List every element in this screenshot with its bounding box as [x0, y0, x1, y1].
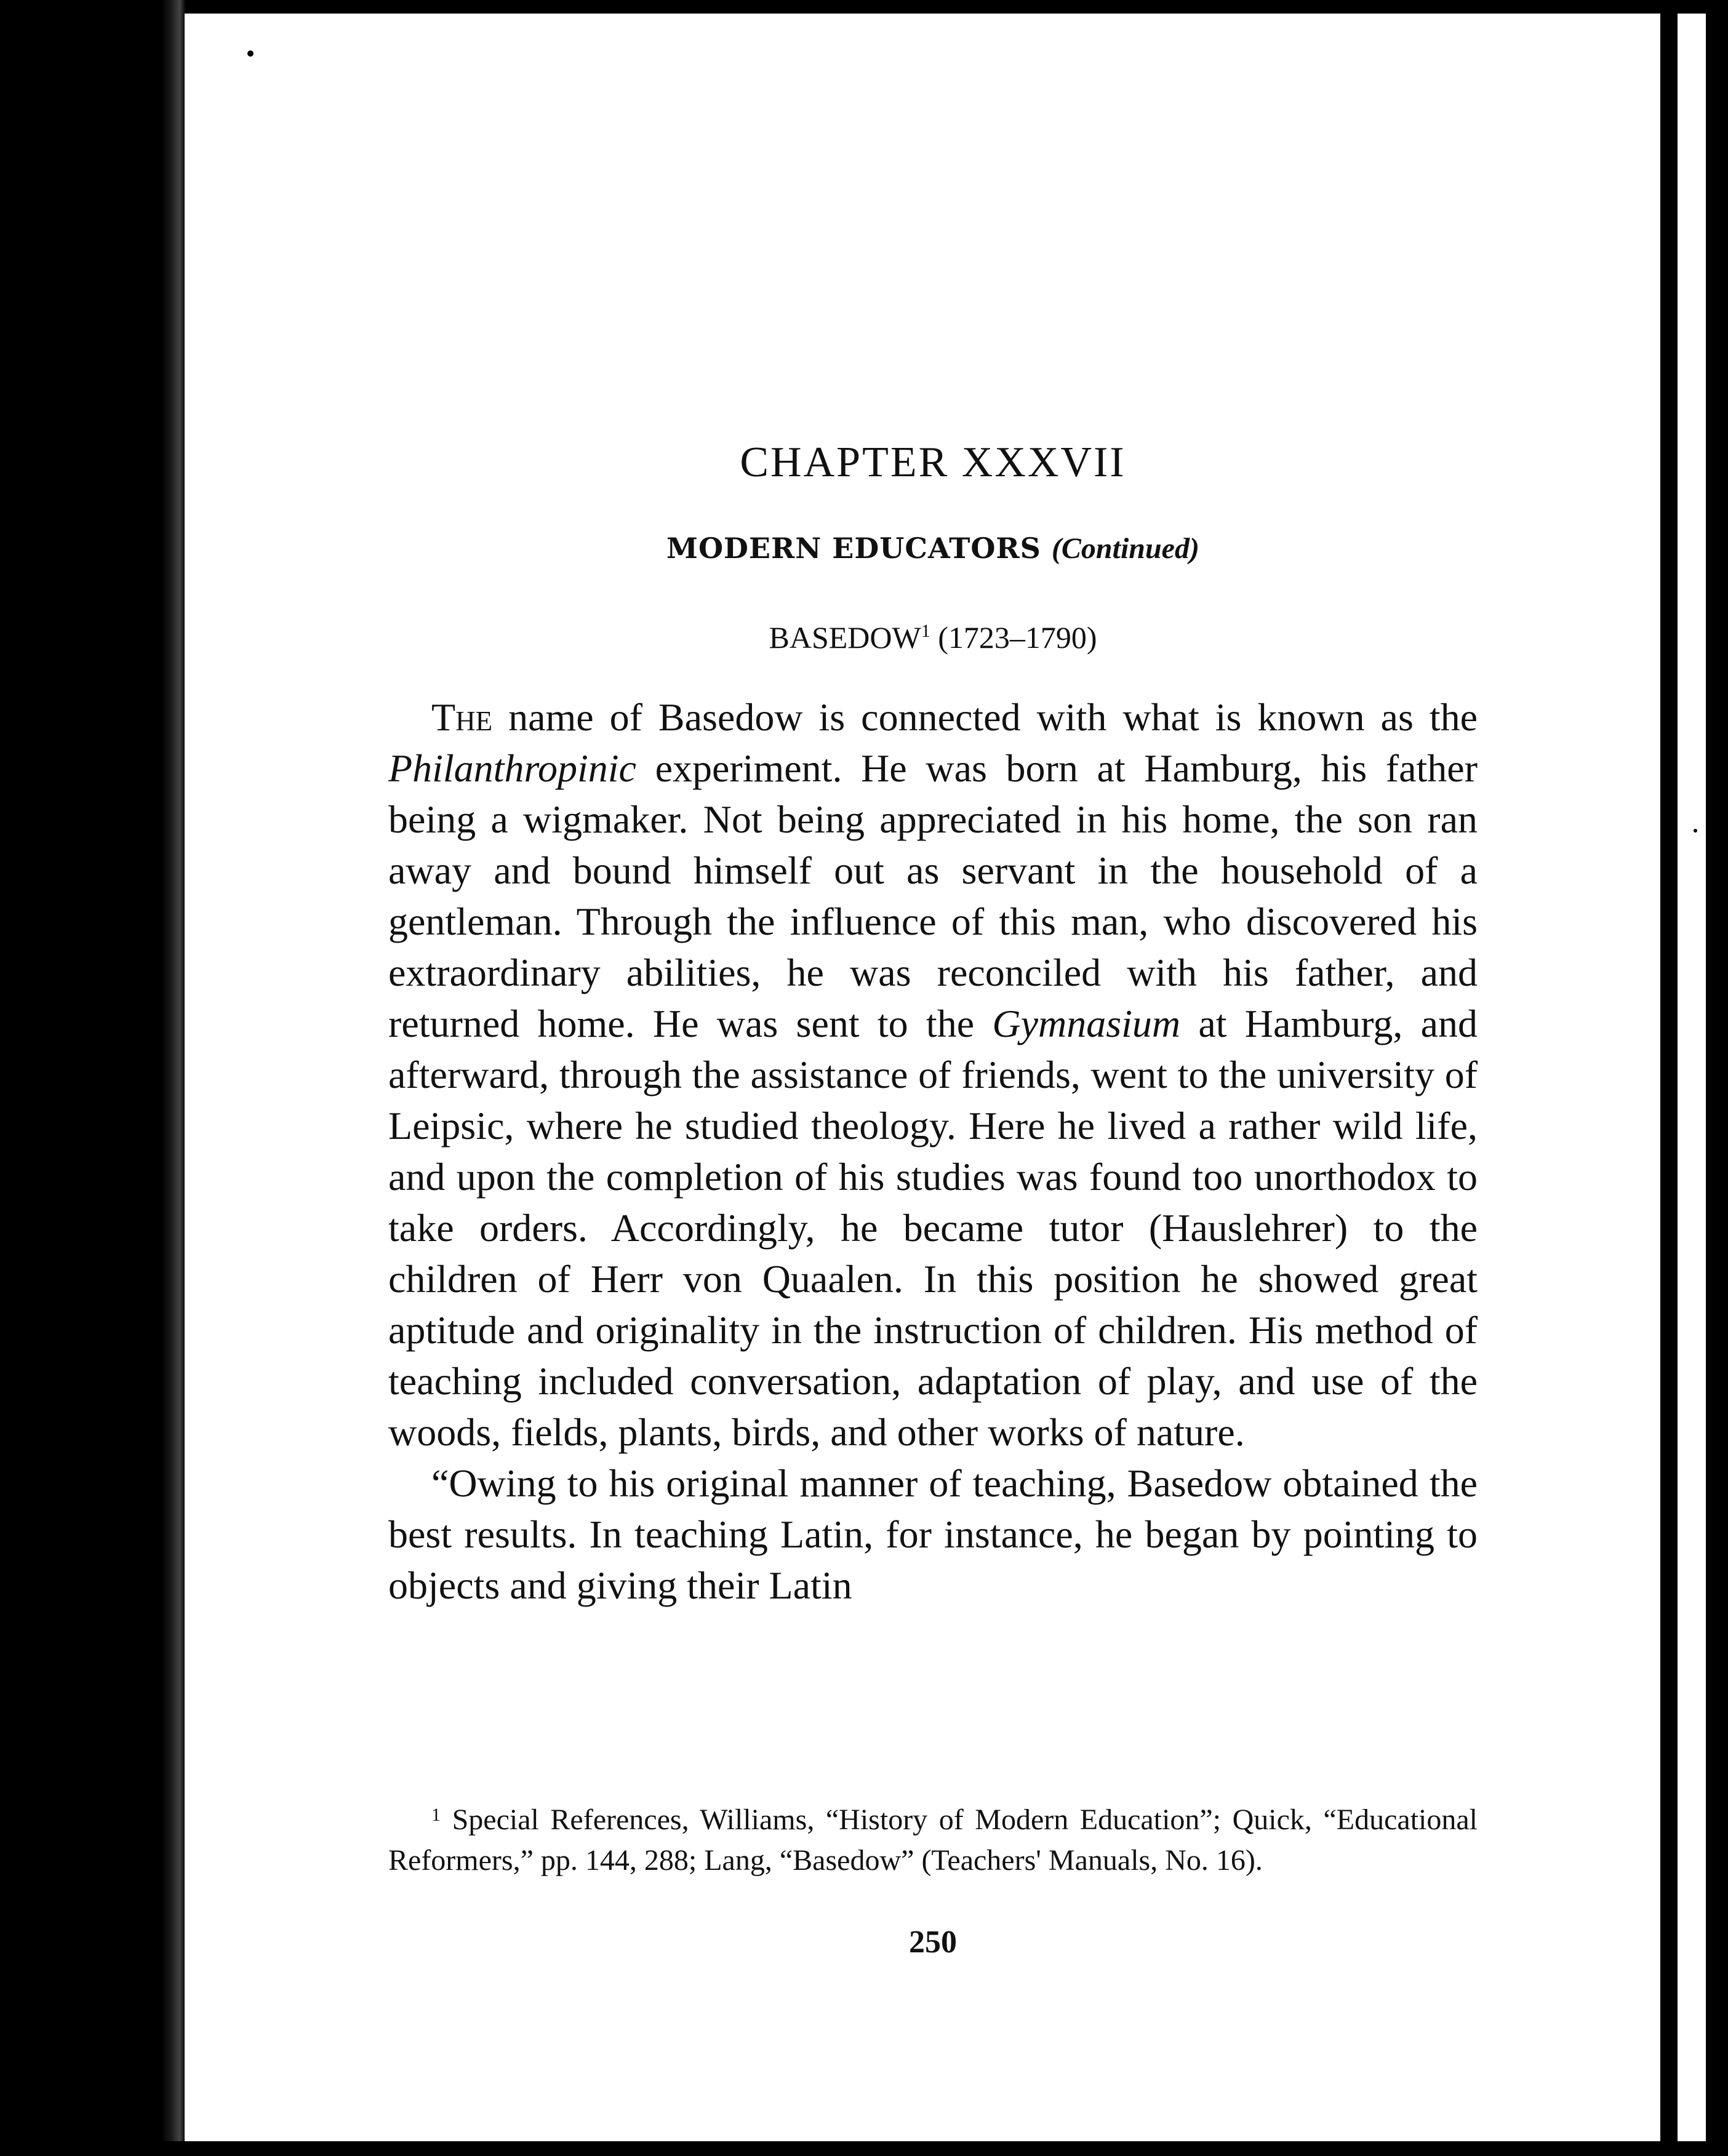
subtitle-continued: (Continued)	[1051, 532, 1199, 565]
footnote	[388, 1795, 1478, 1881]
paragraph-1-text-b: experiment. He was born at Hamburg, his father being a wigmaker. Not being appreciated in his home, the son ran away and bound himself out as servant in the household of a gentleman. Through the influence of this man, who discovered his extraordinary abilities, he was reconciled with his father, and returned home. He was sent to the	[388, 746, 1478, 1045]
italic-term-philanthropinic: Philanthropinic	[388, 746, 636, 790]
body-text	[388, 692, 1478, 1611]
binding-shadow	[161, 0, 186, 2156]
paragraph-1	[388, 692, 1478, 1458]
section-years: (1723–1790)	[938, 620, 1097, 655]
section-footnote-marker: 1	[921, 621, 930, 641]
chapter-title: CHAPTER XXXVII	[740, 439, 1126, 486]
italic-term-gymnasium: Gymnasium	[992, 1002, 1181, 1045]
ink-speck	[247, 50, 254, 57]
book-page	[185, 14, 1660, 2141]
footnote-marker: 1	[431, 1805, 441, 1825]
paragraph-2: “Owing to his original manner of teaching, Basedow obtained the best results. In teaching Latin, for instance, he began by pointing to objects and giving their Latin	[388, 1461, 1478, 1607]
footnote-text: Special References, Williams, “History of Modern Education”; Quick, “Educational Reformers,” pp. 144, 288; Lang, “Basedow” (Teachers' Manuals, No. 16).	[388, 1803, 1478, 1877]
section-heading	[388, 620, 1478, 655]
next-page-sliver	[1675, 14, 1706, 2141]
paragraph-1-text-c: at Hamburg, and afterward, through the assistance of friends, went to the university of Leipsic, where he studied theology. Here he lived a rather wild life, and upon the completion of his studies was found too unorthodox to take orders. Accordingly, he became tutor (Hauslehrer) to the children of Herr von Quaalen. In this position he showed great aptitude and originality in the instruction of children. His method of teaching included conversation, adaptation of play, and use of the woods, fields, plants, birds, and other works of nature.	[388, 1002, 1478, 1454]
paragraph-lead-word: The	[431, 695, 493, 739]
scan-left-border	[0, 0, 185, 2156]
scan-right-border	[1662, 0, 1728, 2156]
scan-bottom-border	[0, 2141, 1728, 2156]
chapter-subtitle	[388, 532, 1478, 565]
scan-top-border	[0, 0, 1728, 14]
subtitle-text: MODERN EDUCATORS	[666, 532, 1041, 565]
page-number: 250	[909, 1925, 957, 1960]
paragraph-1-text-a: name of Basedow is connected with what is known as the	[508, 695, 1478, 739]
section-name: BASEDOW	[769, 620, 921, 655]
ink-speck	[1694, 829, 1697, 832]
